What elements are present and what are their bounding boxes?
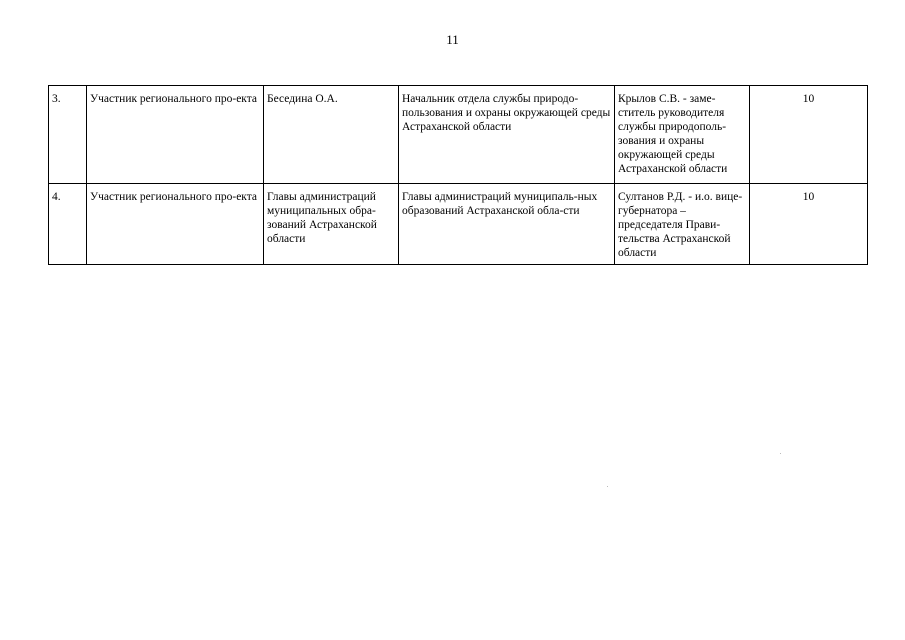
position-cell: Главы администраций муниципаль-ных образований Астраханской обла-сти	[399, 184, 615, 265]
role-cell: Участник регионального про-екта	[87, 184, 264, 265]
participants-table	[48, 85, 868, 265]
page-number: 11	[446, 32, 459, 47]
person-cell: Главы администраций муниципальных обра-зований Астраханской области	[264, 184, 399, 265]
person-cell: Беседина О.А.	[264, 86, 399, 184]
table-row	[49, 184, 868, 265]
scan-speck	[780, 453, 781, 454]
scan-speck	[607, 486, 608, 487]
row-number-cell: 4.	[49, 184, 87, 265]
role-cell: Участник регионального про-екта	[87, 86, 264, 184]
share-cell: 10	[750, 184, 868, 265]
supervisor-cell: Султанов Р.Д. - и.о. вице-губернатора – председателя Прави-тельства Астраханской области	[615, 184, 750, 265]
table-row	[49, 86, 868, 184]
position-cell: Начальник отдела службы природо-пользования и охраны окружающей среды Астраханской области	[399, 86, 615, 184]
supervisor-cell: Крылов С.В. - заме-ститель руководителя службы природополь-зования и охраны окружающей среды Астраханской области	[615, 86, 750, 184]
row-number-cell: 3.	[49, 86, 87, 184]
share-cell: 10	[750, 86, 868, 184]
